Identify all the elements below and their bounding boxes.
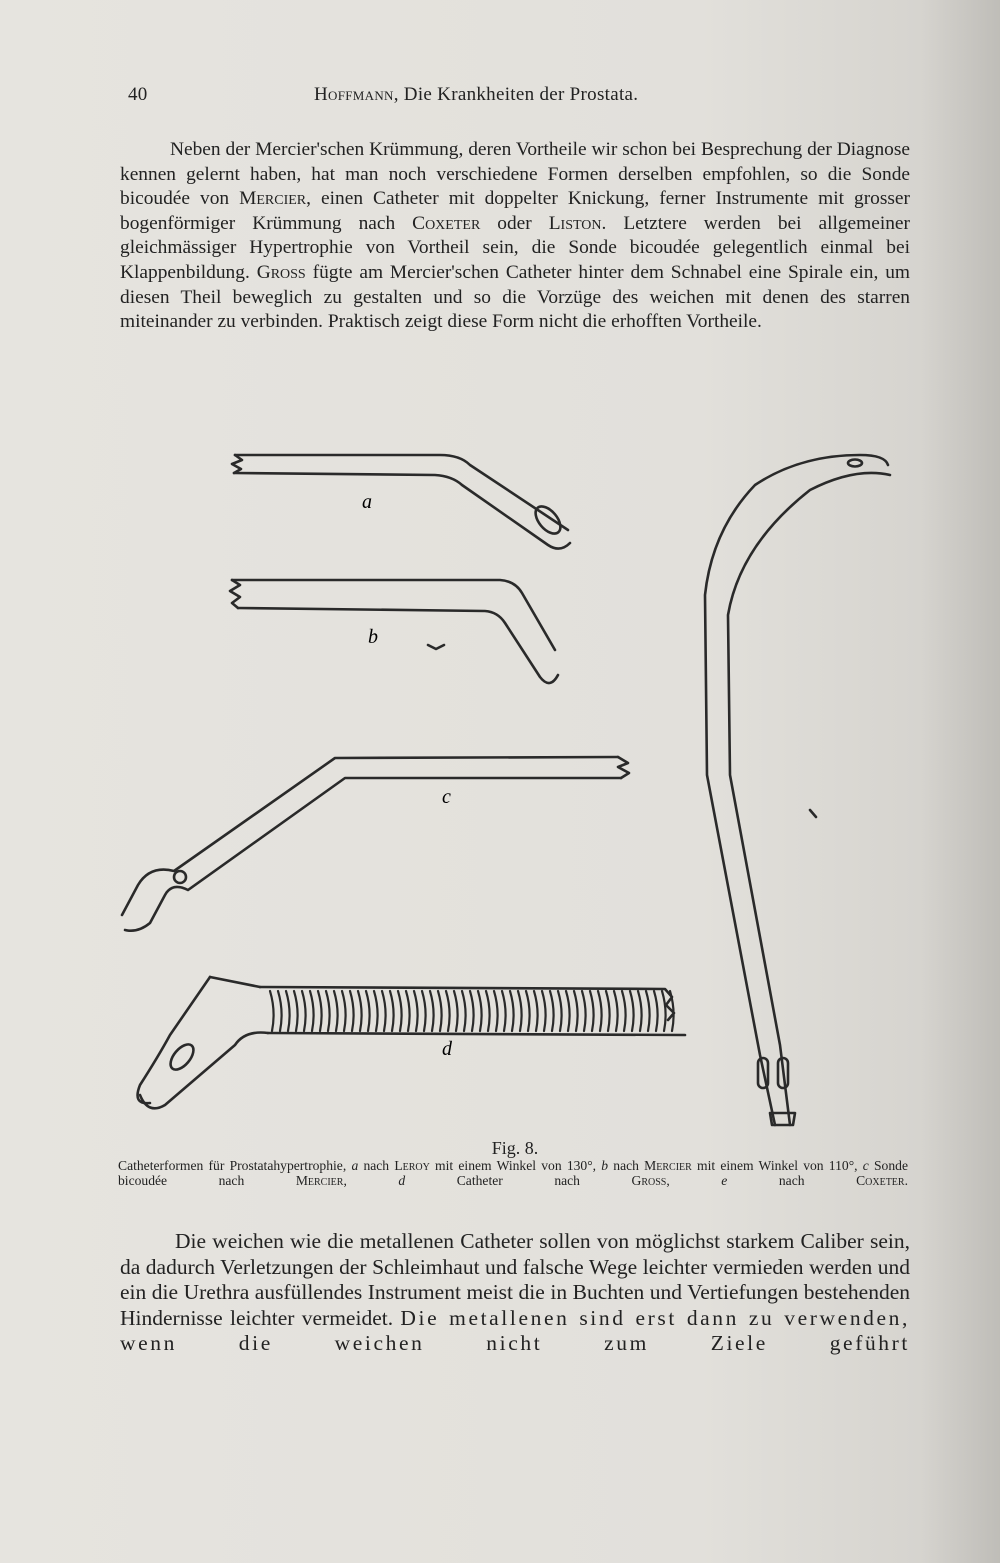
catheter-d — [138, 977, 685, 1108]
spaced-emphasis: Die metallenen sind erst dann zu verwenden, wenn die weichen nicht zum Ziele geführt — [120, 1305, 910, 1355]
page-number: 40 — [128, 84, 148, 105]
name-liston: Liston — [548, 212, 602, 234]
paragraph-2: Die weichen wie die metallenen Catheter sollen von möglichst starkem Caliber sein, da dadurch Verletzungen der Schleimhaut und falsche Wege leichter vermieden werden und ein die Urethra ausfüllendes Instrument meist die in Buchten und Vertiefungen bestehenden Hindernisse leichter vermeidet. Die metallenen sind erst dann zu verwenden, wenn die weichen nicht zum Ziele geführt — [120, 1229, 910, 1355]
running-head-author: Hoffmann — [314, 84, 394, 105]
figure-label-d: d — [442, 1038, 452, 1060]
catheter-a — [232, 455, 570, 549]
name-coxeter: Coxeter — [412, 212, 481, 234]
figure-label-a: a — [362, 491, 372, 513]
paragraph-1: Neben der Mercier'schen Krümmung, deren Vortheile wir schon bei Besprechung der Diagnose kennen gelernt haben, hat man noch verschiedene Formen derselben empfohlen, so die Sonde bicoudée von Mercier, einen Catheter mit doppelter Knickung, ferner Instrumente mit grosser bogenförmiger Krümmung nach Coxeter oder Liston. Letztere werden bei allgemeiner gleichmässiger Hypertrophie von Vortheil sein, die Sonde bicoudée gelegentlich einmal bei Klappenbildung. Gross fügte am Mercier'schen Catheter hinter dem Schnabel eine Spirale ein, um diesen Theil beweglich zu gestalten und so die Vorzüge des weichen mit denen des starren miteinander zu verbinden. Praktisch zeigt diese Form nicht die erhofften Vortheile. — [120, 139, 911, 333]
catheter-e — [705, 455, 890, 1125]
figure-caption: Catheterformen für Prostatahypertrophie, a nach Leroy mit einem Winkel von 130°, b nach Mercier mit einem Winkel von 110°, c Sonde bicoudée nach Mercier, d Catheter nach Gross, e nach Coxeter. — [118, 1158, 908, 1188]
figure-8-illustration — [110, 445, 910, 1135]
name-gross: Gross — [256, 261, 306, 283]
page-header — [128, 84, 908, 114]
figure-label-c: c — [442, 786, 451, 808]
running-head-title: , Die Krankheiten der Prostata. — [393, 84, 639, 105]
catheter-c — [122, 757, 629, 931]
catheter-b — [230, 580, 558, 683]
catheter-drawings — [110, 445, 910, 1135]
name-mercier: Mercier — [239, 188, 307, 210]
figure-label-b: b — [368, 626, 378, 648]
figure-number: Fig. 8. — [491, 1138, 539, 1158]
running-head — [314, 84, 638, 106]
